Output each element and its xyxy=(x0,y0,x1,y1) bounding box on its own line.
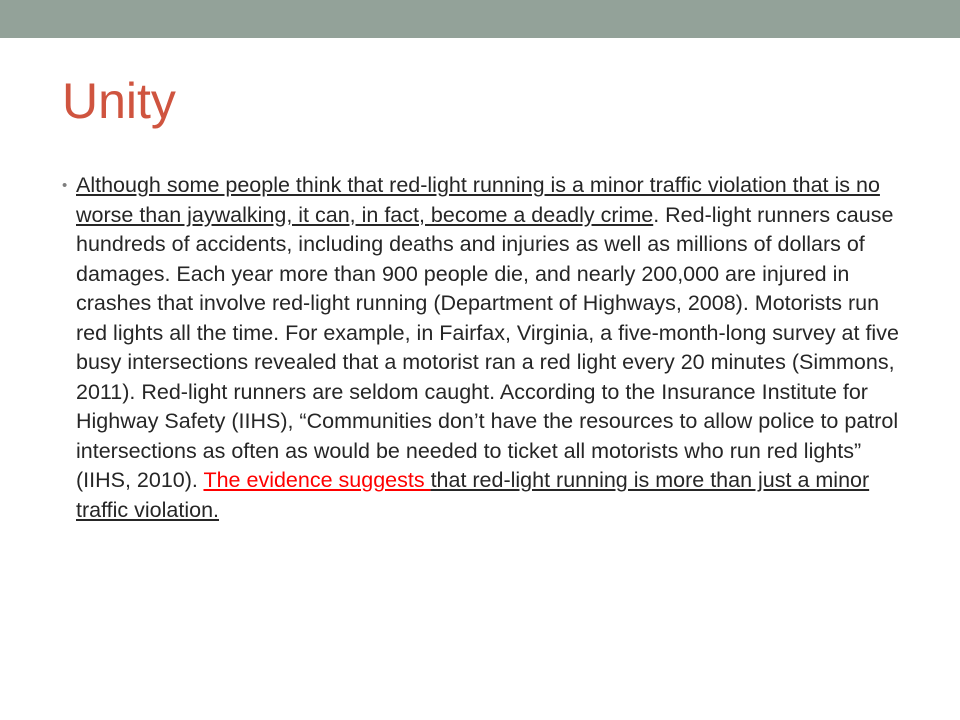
top-accent-bar xyxy=(0,0,960,38)
bullet-list xyxy=(62,171,902,525)
bullet-paragraph xyxy=(62,171,902,525)
transition-phrase: The evidence suggests xyxy=(203,468,431,492)
slide-title: Unity xyxy=(62,73,176,129)
topic-sentence: Although some people think that red-light running is a minor traffic violation that is no worse than jaywalking, it can, in fact, become a deadly crime xyxy=(76,173,880,227)
concluding-sentence: that red-light running is more than just a minor traffic violation. xyxy=(76,468,870,522)
bullet-icon: • xyxy=(62,177,68,194)
supporting-details: . Red-light runners cause hundreds of accidents, including deaths and injuries as well as millions of dollars of damages. Each year more than 900 people die, and nearly 200,000 are injured in crashes that involve red-light running (Department of Highways, 2008). Motorists run red lights all the time. For example, in Fairfax, Virginia, a five-month-long survey at five busy intersections revealed that a motorist ran a red light every 20 minutes (Simmons, 2011). Red-light runners are seldom caught. According to the Insurance Institute for Highway Safety (IIHS), “Communities don’t have the resources to allow police to patrol intersections as often as would be needed to ticket all motorists who run red lights” (IIHS, 2010). xyxy=(76,202,899,492)
